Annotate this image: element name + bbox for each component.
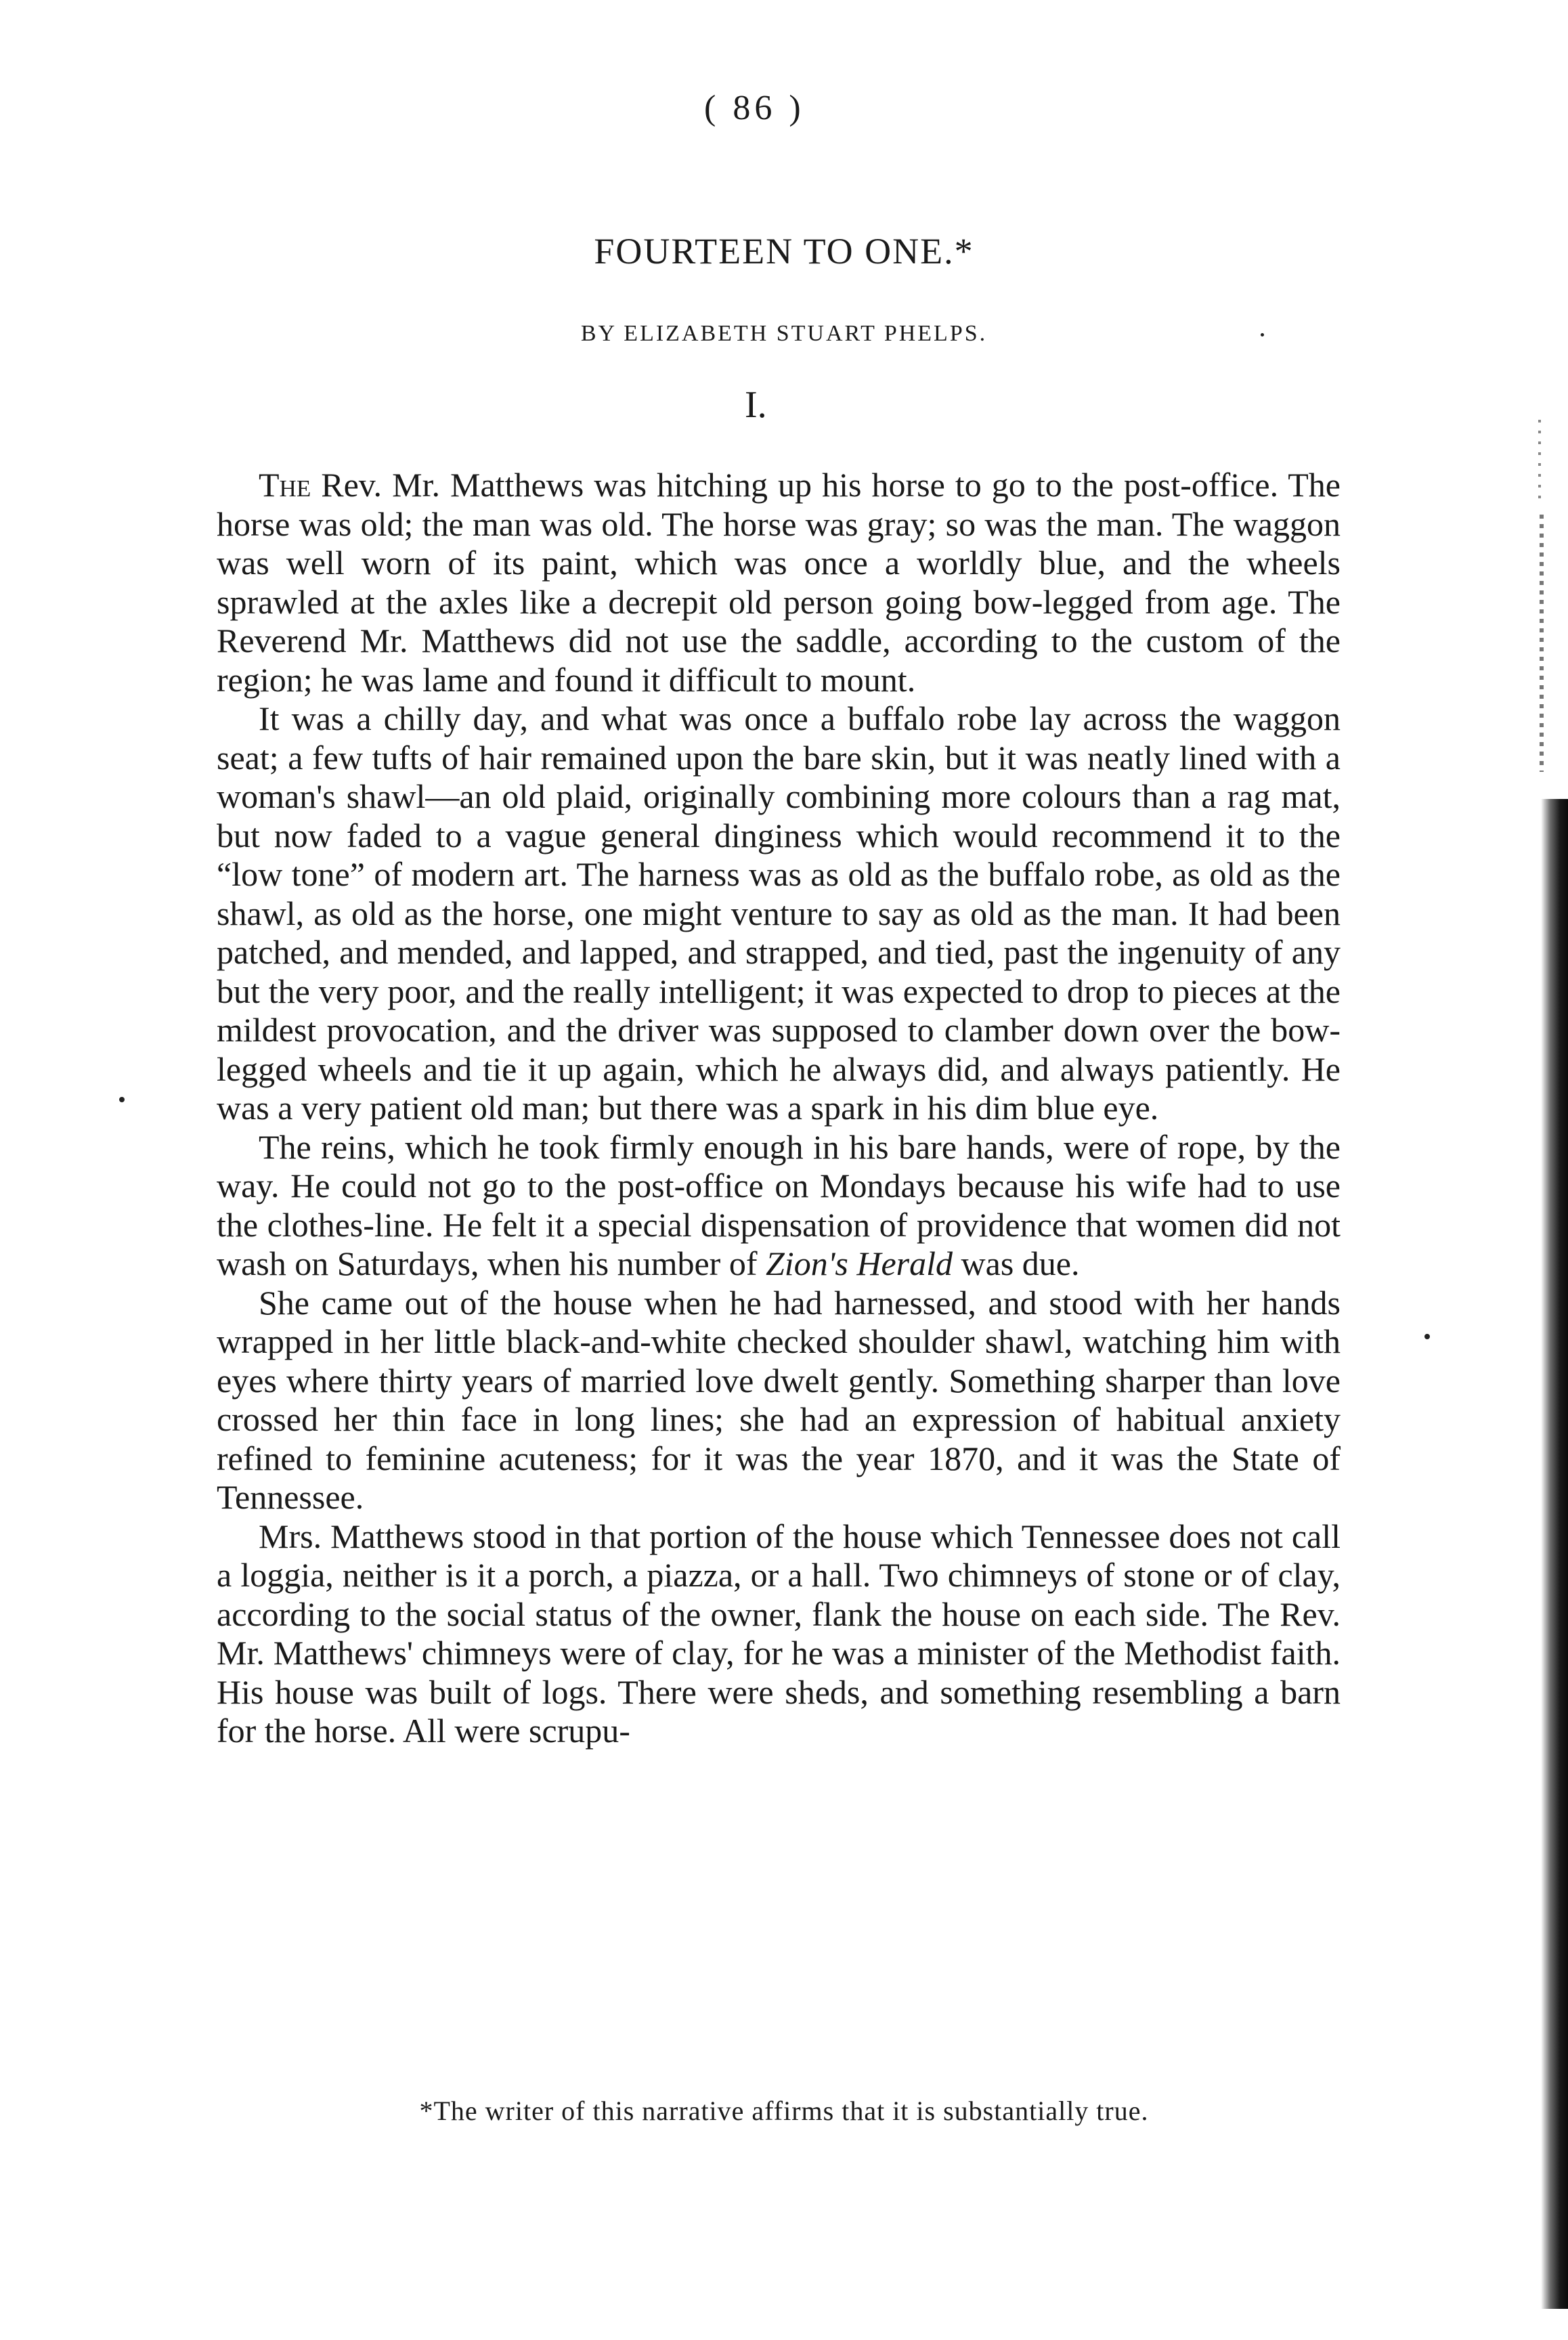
stray-dot — [1424, 1334, 1430, 1339]
article-title: FOURTEEN TO ONE.* — [594, 231, 974, 272]
paragraph: She came out of the house when he had harnessed, and stood with her hands wrapped in her little black-and-white checked shoulder shawl, watching him with eyes where thirty years of married love dwelt gently. Something sharper than love crossed her thin face in long lines; she had an expression of habitual anxiety refined to feminine acuteness; for it was the year 1870, and it was the State of Tennessee. — [217, 1283, 1341, 1516]
stray-dot — [119, 1097, 125, 1102]
lead-smallcaps: The — [259, 466, 311, 504]
article-body — [217, 466, 1341, 1751]
footnote: *The writer of this narrative affirms that it is substantially true. — [419, 2096, 1149, 2126]
paragraph-text: The reins, which he took firmly enough in his bare hands, were of rope, by the way. He could not go to the post-office on Mondays because his wife had to use the clothes-line. He felt it a special dispensation of providence that women did not wash on Saturdays, when his number of — [217, 1127, 1341, 1282]
paragraph — [217, 466, 1341, 699]
page-number: ( 86 ) — [704, 89, 805, 127]
article-byline: BY ELIZABETH STUART PHELPS. — [580, 321, 988, 346]
section-numeral: I. — [745, 384, 767, 426]
paragraph: Mrs. Matthews stood in that portion of the house which Tennessee does not call a loggia, neither is it a porch, a piazza, or a hall. Two chimneys of stone or of clay, according to the social status of the owner, flank the house on each side. The Rev. Mr. Matthews' chimneys were of clay, for he was a minister of the Methodist faith. His house was built of logs. There were sheds, and something resembling a barn for the horse. All were scrupu- — [217, 1517, 1341, 1750]
paragraph-text: Rev. Mr. Matthews was hitching up his horse to go to the post-office. The horse was old; the man was old. The horse was gray; so was the man. The waggon was well worn of its paint, which was once a worldly blue, and the wheels sprawled at the axles like a decrepit old person going bow-legged from age. The Reverend Mr. Matthews did not use the saddle, according to the custom of the region; he was lame and found it difficult to mount. — [217, 466, 1341, 699]
stray-dot — [1261, 333, 1264, 337]
binding-speckle — [1540, 515, 1544, 772]
binding-speckle — [1538, 420, 1541, 501]
binding-edge-shadow — [1541, 799, 1568, 2309]
paragraph — [217, 1128, 1341, 1284]
paragraph-text: was due. — [953, 1244, 1080, 1282]
paragraph: It was a chilly day, and what was once a buffalo robe lay across the waggon seat; a few tufts of hair remained upon the bare skin, but it was neatly lined with a woman's shawl—an old plaid, originally combining more colours than a rag mat, but now faded to a vague general dinginess which would recommend it to the “low tone” of modern art. The harness was as old as the buffalo robe, as old as the shawl, as old as the horse, one might venture to say as old as the man. It had been patched, and mended, and lapped, and strapped, and tied, past the ingenuity of any but the very poor, and the really intelligent; it was expected to drop to pieces at the mildest provocation, and the driver was supposed to clamber down over the bow-legged wheels and tie it up again, which he always did, and always patiently. He was a very patient old man; but there was a spark in his dim blue eye. — [217, 699, 1341, 1127]
periodical-title: Zion's Herald — [766, 1244, 953, 1282]
